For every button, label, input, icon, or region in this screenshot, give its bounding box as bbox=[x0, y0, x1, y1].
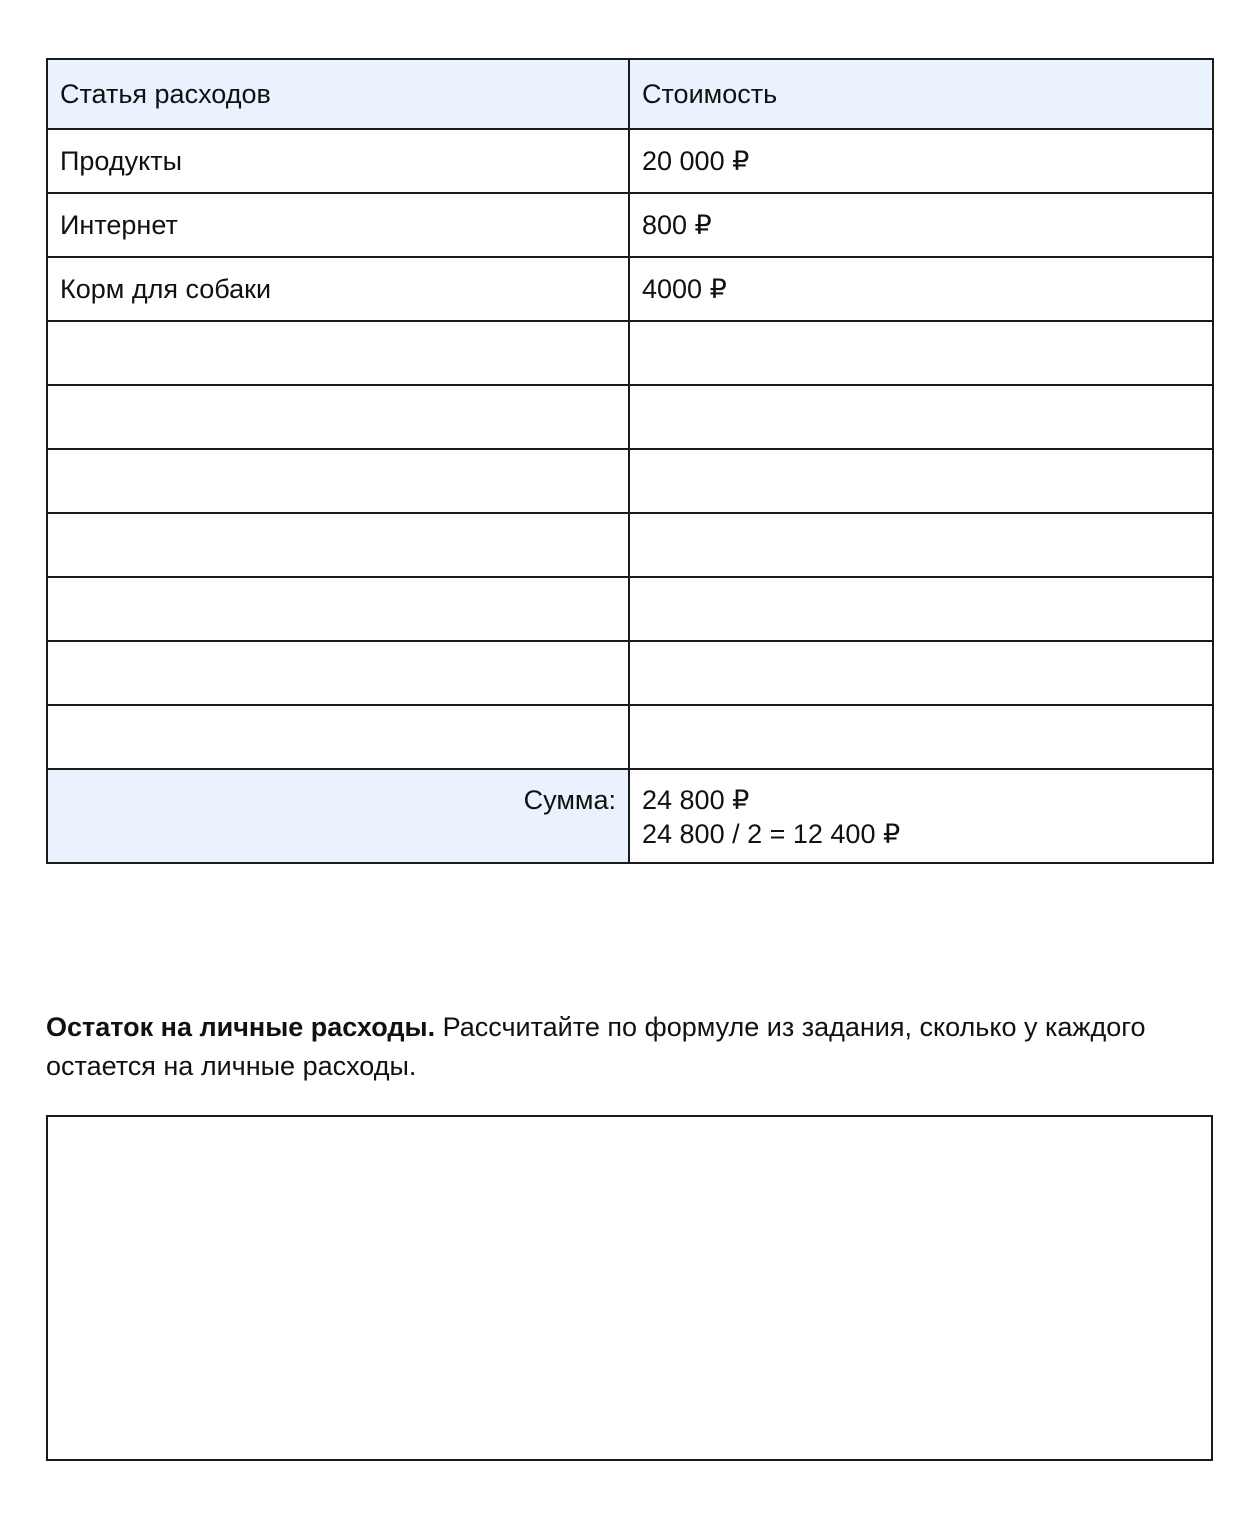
table-row bbox=[47, 321, 1213, 385]
table-row bbox=[47, 705, 1213, 769]
remainder-instruction-text: Рассчитайте по формуле из задания, сколько у каждого остается на личные расходы. bbox=[46, 1012, 1146, 1081]
table-row bbox=[47, 257, 1213, 321]
expense-table bbox=[46, 58, 1214, 864]
sum-per-person: 24 800 / 2 = 12 400 ₽ bbox=[642, 819, 901, 849]
item-cell[interactable]: Интернет bbox=[47, 193, 629, 257]
sum-value-cell[interactable] bbox=[629, 769, 1213, 863]
item-cell[interactable] bbox=[47, 449, 629, 513]
item-cell[interactable] bbox=[47, 641, 629, 705]
cost-cell[interactable] bbox=[629, 385, 1213, 449]
table-header-row bbox=[47, 59, 1213, 129]
table-row bbox=[47, 193, 1213, 257]
sum-total: 24 800 ₽ bbox=[642, 785, 750, 815]
item-cell[interactable] bbox=[47, 513, 629, 577]
remainder-instruction bbox=[46, 1008, 1216, 1086]
cost-cell[interactable] bbox=[629, 513, 1213, 577]
item-cell[interactable] bbox=[47, 705, 629, 769]
cost-cell[interactable]: 20 000 ₽ bbox=[629, 129, 1213, 193]
table-row bbox=[47, 385, 1213, 449]
item-cell[interactable] bbox=[47, 321, 629, 385]
answer-box[interactable] bbox=[46, 1115, 1213, 1461]
sum-row bbox=[47, 769, 1213, 863]
cost-cell[interactable] bbox=[629, 577, 1213, 641]
table-row bbox=[47, 641, 1213, 705]
item-cell[interactable]: Продукты bbox=[47, 129, 629, 193]
sum-label: Сумма: bbox=[47, 769, 629, 863]
cost-cell[interactable] bbox=[629, 705, 1213, 769]
table-row bbox=[47, 449, 1213, 513]
table-row bbox=[47, 129, 1213, 193]
cost-cell[interactable] bbox=[629, 449, 1213, 513]
cost-cell[interactable]: 800 ₽ bbox=[629, 193, 1213, 257]
header-cost-cell: Стоимость bbox=[629, 59, 1213, 129]
remainder-heading: Остаток на личные расходы. bbox=[46, 1012, 436, 1042]
table-row bbox=[47, 577, 1213, 641]
item-cell[interactable] bbox=[47, 577, 629, 641]
item-cell[interactable] bbox=[47, 385, 629, 449]
item-cell[interactable]: Корм для собаки bbox=[47, 257, 629, 321]
table-row bbox=[47, 513, 1213, 577]
cost-cell[interactable] bbox=[629, 641, 1213, 705]
cost-cell[interactable] bbox=[629, 321, 1213, 385]
cost-cell[interactable]: 4000 ₽ bbox=[629, 257, 1213, 321]
header-item-cell: Статья расходов bbox=[47, 59, 629, 129]
